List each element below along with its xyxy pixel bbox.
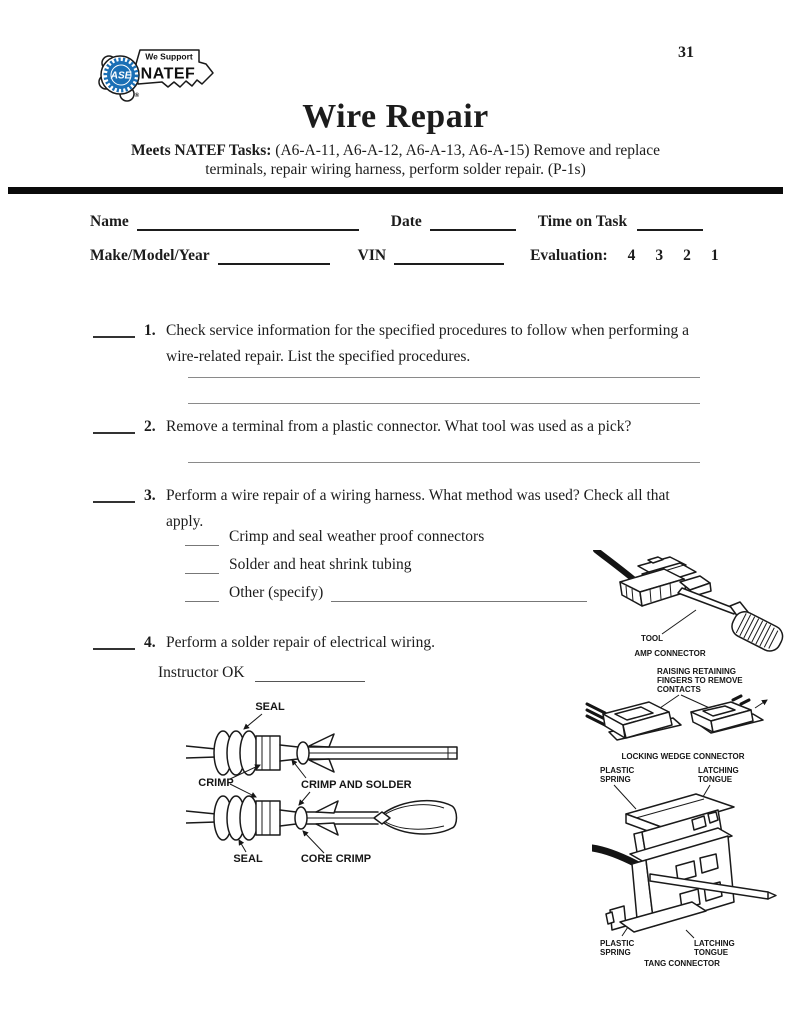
task-2-number: 2.	[144, 418, 156, 435]
meets-rest: (A6-A-11, A6-A-12, A6-A-13, A6-A-15) Remove and replace	[275, 142, 660, 159]
amp-connector-icon	[578, 550, 790, 662]
option-1-label: Crimp and seal weather proof connectors	[229, 528, 485, 545]
task-2-answer-line[interactable]	[188, 462, 700, 463]
task-2-score-blank[interactable]	[93, 414, 135, 434]
tang-connector-caption: TANG CONNECTOR	[644, 959, 720, 968]
name-blank[interactable]	[137, 213, 359, 231]
task-4-score-blank[interactable]	[93, 630, 135, 650]
tang-latching-tongue-top-1: LATCHING	[698, 766, 739, 775]
instructor-ok-blank[interactable]	[255, 665, 365, 682]
task-2	[93, 414, 701, 440]
amp-connector-diagram	[578, 550, 790, 667]
locking-note-line1: RAISING RETAINING	[657, 667, 736, 676]
option-1-check-blank[interactable]	[185, 530, 219, 546]
locking-note-line3: CONTACTS	[657, 685, 701, 694]
evaluation-value-3[interactable]: 3	[655, 247, 664, 264]
make-model-year-label: Make/Model/Year	[90, 247, 210, 264]
locking-wedge-caption: LOCKING WEDGE CONNECTOR	[621, 752, 745, 761]
natef-key-logo-icon	[96, 42, 218, 102]
meets-natef-tasks	[0, 141, 791, 179]
option-2-check-blank[interactable]	[185, 558, 219, 574]
option-2-label: Solder and heat shrink tubing	[229, 556, 412, 573]
evaluation-value-1[interactable]: 1	[710, 247, 719, 264]
tang-plastic-spring-bottom-1: PLASTIC	[600, 939, 635, 948]
evaluation-value-4[interactable]: 4	[627, 247, 636, 264]
natef-text: NATEF	[140, 65, 196, 83]
terminal-crimp-diagram	[186, 696, 471, 886]
ase-text: ASE	[110, 70, 132, 82]
tang-plastic-spring-top-2: SPRING	[600, 775, 631, 784]
make-model-year-blank[interactable]	[218, 247, 330, 265]
option-3-check-blank[interactable]	[185, 586, 219, 602]
form-row-name-date-time	[90, 213, 703, 231]
task-3-number: 3.	[144, 487, 156, 504]
task-2-text: Remove a terminal from a plastic connector. What tool was used as a pick?	[166, 418, 632, 435]
task-1-text: Check service information for the specified procedures to follow when performing a wire-related repair. List the specified procedures.	[166, 322, 689, 365]
registered-mark: ®	[134, 93, 140, 99]
form-row-vehicle-eval	[90, 247, 719, 265]
option-3-label: Other (specify)	[229, 584, 324, 601]
tang-connector-icon	[592, 762, 788, 968]
evaluation-value-2[interactable]: 2	[683, 247, 691, 264]
date-label: Date	[390, 213, 422, 230]
terminal-core-crimp-label: CORE CRIMP	[300, 853, 372, 865]
tang-latching-tongue-bottom-1: LATCHING	[694, 939, 735, 948]
date-blank[interactable]	[430, 213, 516, 231]
meets-line2: terminals, repair wiring harness, perform solder repair. (P-1s)	[205, 161, 586, 178]
page-title: Wire Repair	[302, 98, 489, 135]
terminal-seal-bottom-label: SEAL	[233, 853, 263, 865]
task-1-score-blank[interactable]	[93, 318, 135, 338]
amp-connector-caption: AMP CONNECTOR	[634, 649, 706, 658]
page-number: 31	[678, 44, 694, 61]
name-label: Name	[90, 213, 129, 230]
task-4-number: 4.	[144, 634, 156, 651]
we-support-text: We Support	[145, 51, 193, 62]
option-3-specify-blank[interactable]	[331, 586, 587, 602]
locking-note-line2: FINGERS TO REMOVE	[657, 676, 743, 685]
amp-tool-label: TOOL	[640, 634, 664, 643]
meets-line1	[0, 141, 791, 160]
time-on-task-label: Time on Task	[537, 213, 628, 230]
tang-plastic-spring-bottom-2: SPRING	[600, 948, 631, 957]
locking-wedge-icon	[585, 664, 791, 764]
tang-plastic-spring-top-1: PLASTIC	[600, 766, 635, 775]
terminal-crimp-icon	[186, 696, 471, 881]
vin-blank[interactable]	[394, 247, 504, 265]
instructor-ok-label: Instructor OK	[158, 664, 245, 681]
task-3-option-1	[185, 528, 587, 546]
evaluation-label: Evaluation:	[530, 247, 608, 264]
time-on-task-blank[interactable]	[637, 213, 703, 231]
task-1	[93, 318, 701, 370]
instructor-ok-row	[158, 664, 365, 682]
task-3-score-blank[interactable]	[93, 483, 135, 503]
task-1-answer-line-1[interactable]	[188, 377, 700, 378]
terminal-seal-top-label: SEAL	[255, 701, 285, 713]
terminal-crimp-and-solder-label: CRIMP AND SOLDER	[301, 779, 412, 791]
task-1-answer-line-2[interactable]	[188, 403, 700, 404]
task-1-number: 1.	[144, 322, 156, 339]
task-3-option-2	[185, 556, 587, 574]
locking-wedge-diagram	[585, 664, 791, 769]
thick-divider-rule	[8, 187, 783, 194]
task-3-option-3	[185, 584, 587, 602]
task-4-text: Perform a solder repair of electrical wiring.	[166, 634, 435, 651]
tang-latching-tongue-bottom-2: TONGUE	[694, 948, 729, 957]
meets-label: Meets NATEF Tasks:	[131, 142, 272, 159]
terminal-crimp-label: CRIMP	[198, 777, 234, 789]
tang-latching-tongue-top-2: TONGUE	[698, 775, 733, 784]
task-3-text: Perform a wire repair of a wiring harness. What method was used? Check all that apply.	[166, 487, 670, 530]
tang-connector-diagram	[592, 762, 788, 973]
vin-label: VIN	[357, 247, 387, 264]
